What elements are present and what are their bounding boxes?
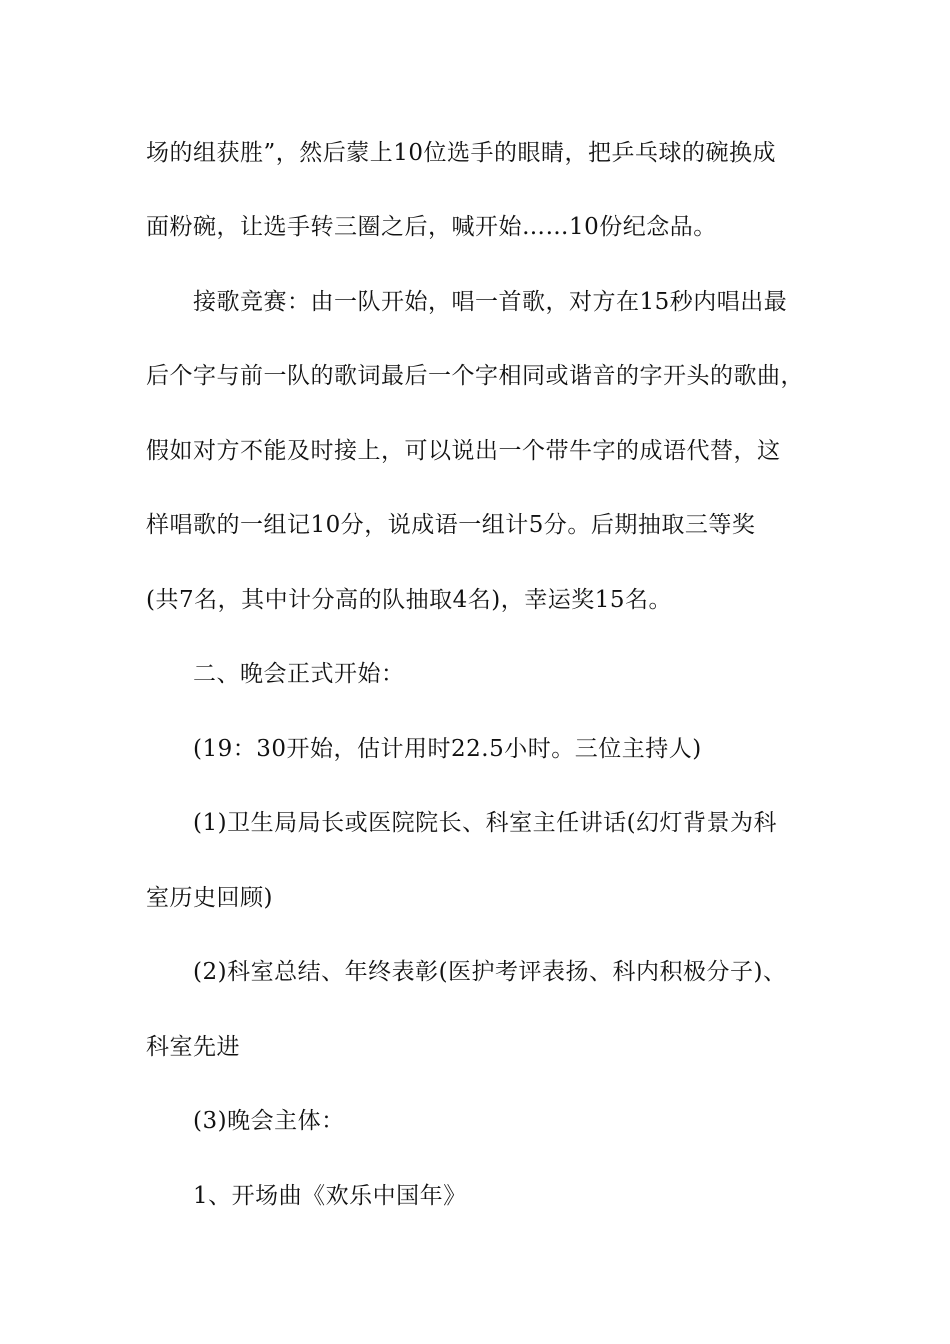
paragraph-line-3: 接歌竞赛：由一队开始，唱一首歌，对方在15秒内唱出最: [193, 289, 788, 315]
paragraph-line-14: (3)晚会主体：: [193, 1108, 345, 1134]
paragraph-line-15: 1、开场曲《欢乐中国年》: [193, 1183, 467, 1209]
paragraph-line-10: (1)卫生局局长或医院院长、科室主任讲话(幻灯背景为科: [193, 810, 778, 836]
paragraph-line-6: 样唱歌的一组记10分，说成语一组计5分。后期抽取三等奖: [146, 512, 756, 538]
paragraph-line-9: (19：30开始，估计用时22.5小时。三位主持人): [193, 736, 702, 762]
paragraph-line-1: 场的组获胜”，然后蒙上10位选手的眼睛，把乒乓球的碗换成: [146, 140, 777, 166]
section-heading: 二、晚会正式开始：: [193, 661, 405, 687]
paragraph-line-4: 后个字与前一队的歌词最后一个字相同或谐音的字开头的歌曲，: [146, 363, 804, 389]
paragraph-line-13: 科室先进: [146, 1034, 240, 1060]
paragraph-line-5: 假如对方不能及时接上，可以说出一个带牛字的成语代替，这: [146, 438, 781, 464]
paragraph-line-7: (共7名，其中计分高的队抽取4名)，幸运奖15名。: [146, 587, 672, 613]
paragraph-line-12: (2)科室总结、年终表彰(医护考评表扬、科内积极分子)、: [193, 959, 787, 985]
paragraph-line-2: 面粉碗，让选手转三圈之后，喊开始……10份纪念品。: [146, 214, 717, 240]
paragraph-line-11: 室历史回顾): [146, 885, 273, 911]
